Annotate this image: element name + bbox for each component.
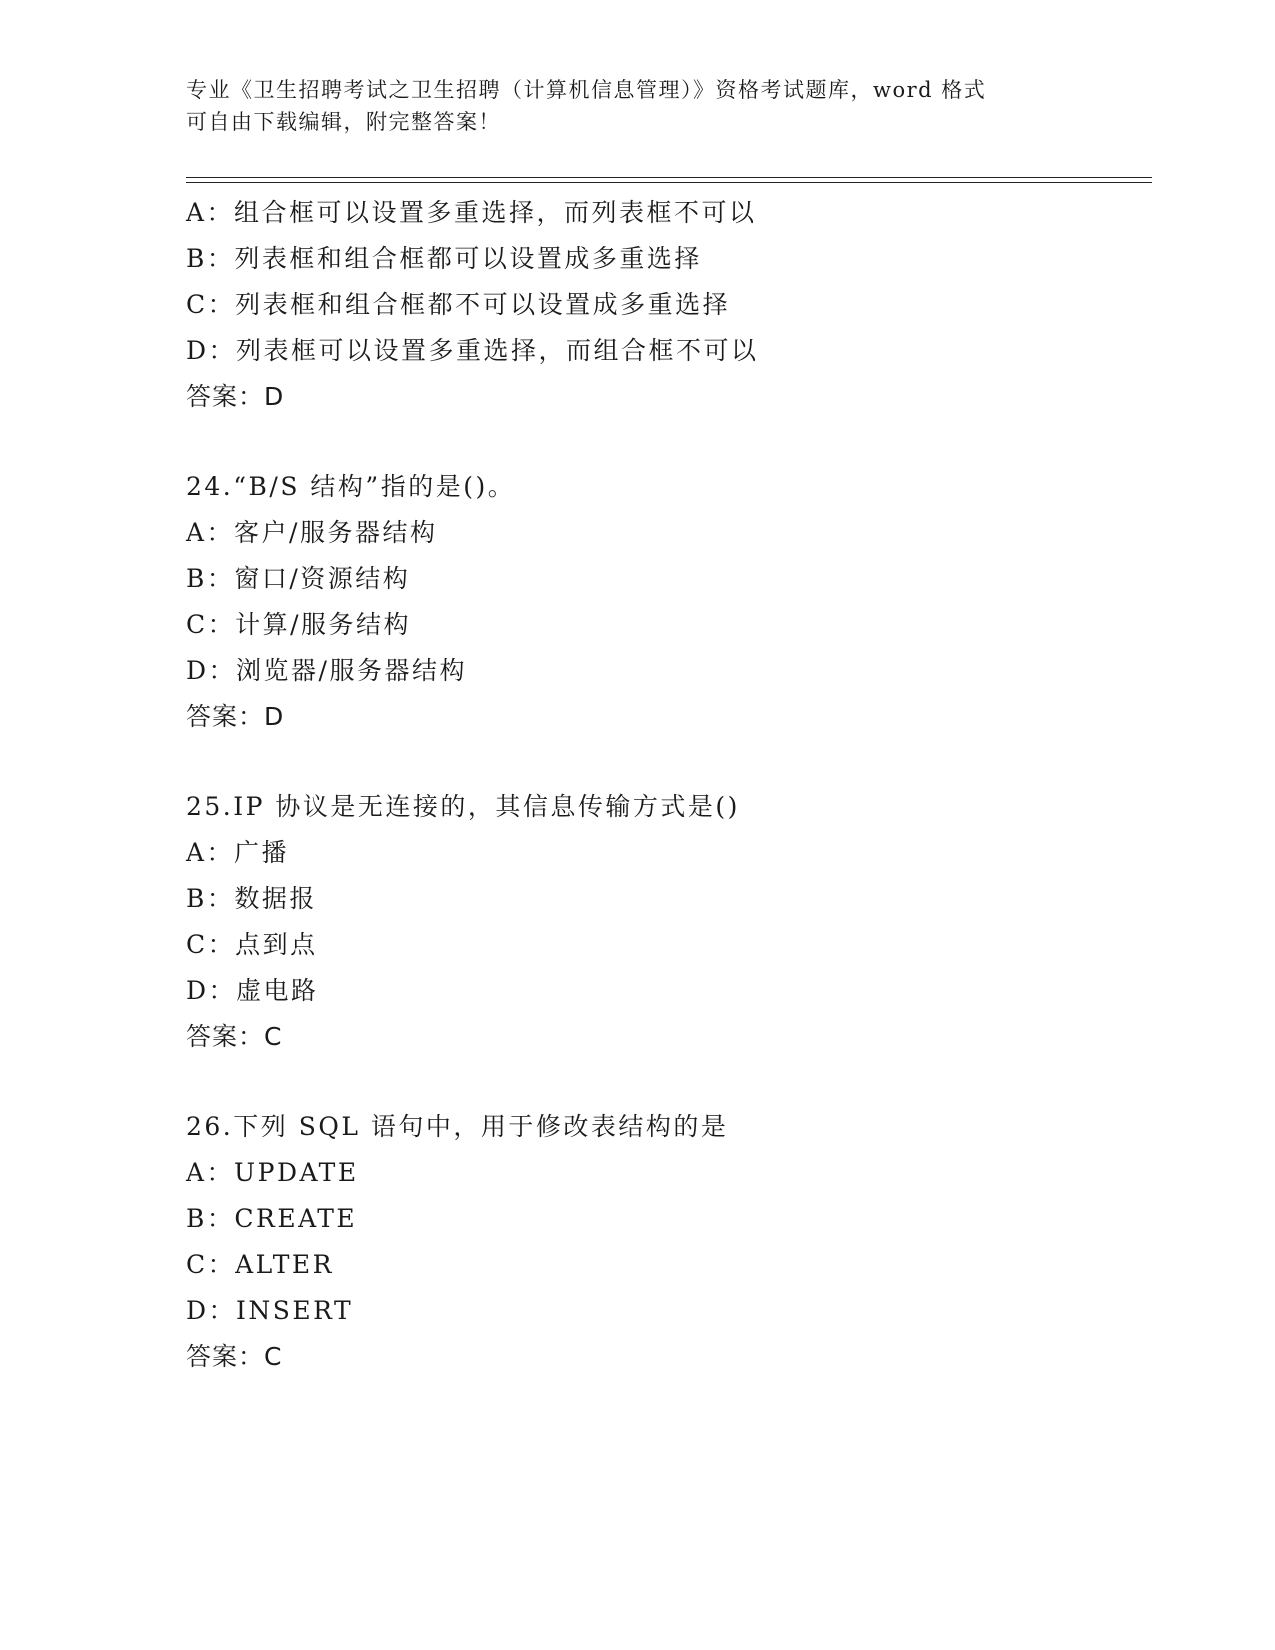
question-list — [186, 190, 1152, 1380]
question-text: 26.下列 SQL 语句中，用于修改表结构的是 — [186, 1112, 729, 1141]
option-b: B：窗口/资源结构 — [186, 564, 411, 593]
question-block-24 — [186, 464, 1152, 740]
option-d: D：浏览器/服务器结构 — [186, 656, 467, 685]
question-text: 24.“B/S 结构”指的是()。 — [186, 472, 516, 501]
question-block-23 — [186, 190, 1152, 420]
option-b: B：列表框和组合框都可以设置成多重选择 — [186, 244, 702, 273]
option-b: B：CREATE — [186, 1204, 358, 1233]
header-divider-top — [186, 177, 1152, 178]
answer-line: 答案：D — [186, 382, 285, 411]
answer-line: 答案：D — [186, 702, 285, 731]
option-c: C：列表框和组合框都不可以设置成多重选择 — [186, 290, 731, 319]
document-header — [186, 74, 1086, 138]
option-c: C：ALTER — [186, 1250, 334, 1279]
header-divider-bottom — [186, 182, 1152, 183]
option-a: A：UPDATE — [186, 1158, 359, 1187]
option-d: D：INSERT — [186, 1296, 354, 1325]
answer-line: 答案：C — [186, 1022, 283, 1051]
option-a: A：广播 — [186, 838, 290, 867]
option-a: A：客户/服务器结构 — [186, 518, 438, 547]
question-block-25 — [186, 784, 1152, 1060]
question-text: 25.IP 协议是无连接的，其信息传输方式是() — [186, 792, 740, 821]
option-d: D：虚电路 — [186, 976, 319, 1005]
option-c: C：点到点 — [186, 930, 318, 959]
option-b: B：数据报 — [186, 884, 317, 913]
option-d: D：列表框可以设置多重选择，而组合框不可以 — [186, 336, 759, 365]
option-a: A：组合框可以设置多重选择，而列表框不可以 — [186, 198, 757, 227]
question-block-26 — [186, 1104, 1152, 1380]
header-line-2: 可自由下载编辑，附完整答案！ — [186, 110, 501, 134]
option-c: C：计算/服务结构 — [186, 610, 412, 639]
header-line-1: 专业《卫生招聘考试之卫生招聘（计算机信息管理）》资格考试题库，word 格式 — [186, 78, 987, 102]
answer-line: 答案：C — [186, 1342, 283, 1371]
